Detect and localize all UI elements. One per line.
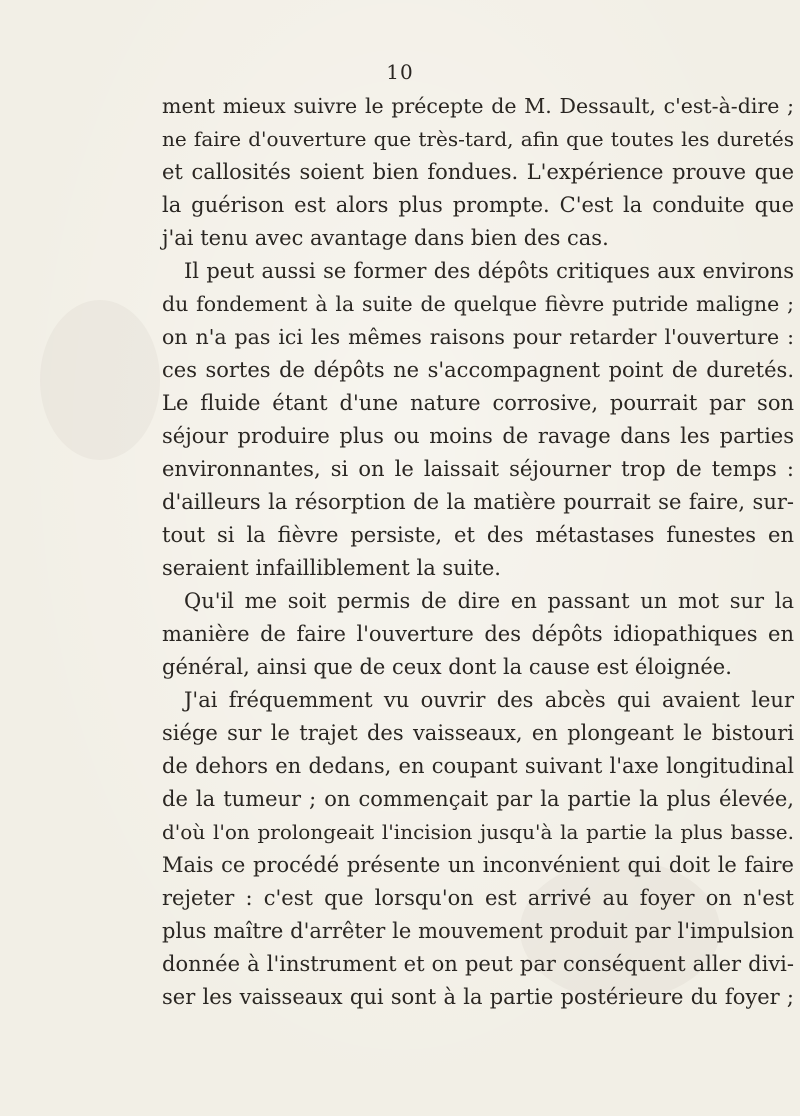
text-line: séjour produire plus ou moins de ravage dans les parties: [162, 424, 794, 448]
text-line: de la tumeur ; on commençait par la partie la plus élevée,: [162, 787, 794, 811]
text-line: d'où l'on prolongeait l'incision jusqu'à la partie la plus basse.: [162, 820, 794, 844]
paper-stain: [40, 300, 160, 460]
page-number: 10: [386, 60, 414, 84]
text-line: plus maître d'arrêter le mouvement produit par l'impulsion: [162, 919, 794, 943]
text-line: la guérison est alors plus prompte. C'est la conduite que: [162, 193, 794, 217]
text-line: on n'a pas ici les mêmes raisons pour retarder l'ouverture :: [162, 325, 794, 349]
text-line: d'ailleurs la résorption de la matière pourrait se faire, sur-: [162, 490, 794, 514]
text-line: ces sortes de dépôts ne s'accompagnent point de duretés.: [162, 358, 794, 382]
body-text: [162, 90, 794, 1014]
text-line: Le fluide étant d'une nature corrosive, pourrait par son: [162, 391, 794, 415]
text-line: de dehors en dedans, en coupant suivant l'axe longitudinal: [162, 754, 794, 778]
text-line: J'ai fréquemment vu ouvrir des abcès qui avaient leur: [184, 688, 794, 712]
text-line: environnantes, si on le laissait séjourner trop de temps :: [162, 457, 794, 481]
text-line: manière de faire l'ouverture des dépôts idiopathiques en: [162, 622, 794, 646]
text-line: j'ai tenu avec avantage dans bien des cas.: [162, 226, 609, 250]
text-line: Mais ce procédé présente un inconvénient qui doit le faire: [162, 853, 794, 877]
text-line: ser les vaisseaux qui sont à la partie postérieure du foyer ;: [162, 985, 794, 1009]
text-line: et callosités soient bien fondues. L'expérience prouve que: [162, 160, 794, 184]
text-line: donnée à l'instrument et on peut par conséquent aller divi-: [162, 952, 794, 976]
text-line: ment mieux suivre le précepte de M. Dessault, c'est-à-dire ;: [162, 94, 794, 118]
text-line: général, ainsi que de ceux dont la cause est éloignée.: [162, 655, 732, 679]
text-line: Il peut aussi se former des dépôts critiques aux environs: [184, 259, 794, 283]
text-line: ne faire d'ouverture que très-tard, afin que toutes les duretés: [162, 127, 794, 151]
text-line: rejeter : c'est que lorsqu'on est arrivé au foyer on n'est: [162, 886, 794, 910]
text-line: du fondement à la suite de quelque fièvre putride maligne ;: [162, 292, 794, 316]
text-line: Qu'il me soit permis de dire en passant un mot sur la: [184, 589, 794, 613]
text-line: siége sur le trajet des vaisseaux, en plongeant le bistouri: [162, 721, 794, 745]
text-line: tout si la fièvre persiste, et des métastases funestes en: [162, 523, 794, 547]
text-line: seraient infailliblement la suite.: [162, 556, 501, 580]
